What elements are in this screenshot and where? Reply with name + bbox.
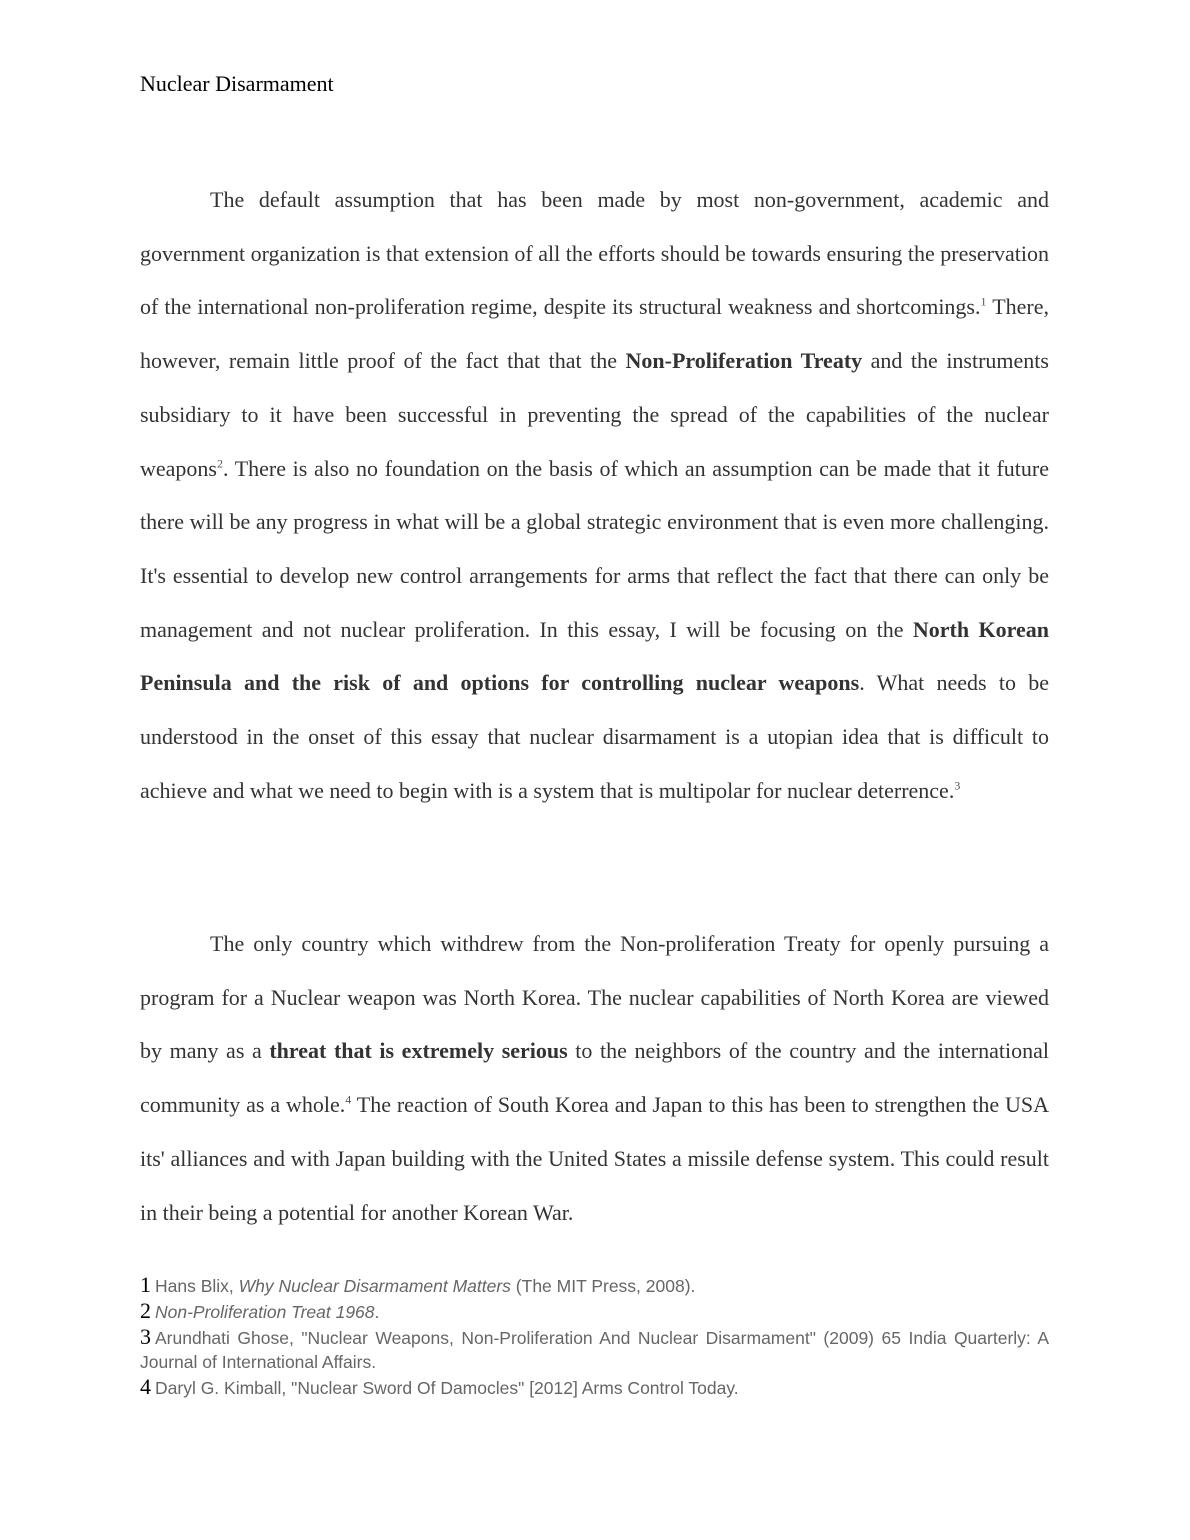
paragraph-text: . There is also no foundation on the basis of which an assumption can be made that it future there will be any progress in what will be a global strategic environment that is even more challenging. It's essential to develop new control arrangements for arms that reflect the fact that there can only be management and not nuclear proliferation. In this essay, I will be focusing on the (140, 455, 1049, 642)
paragraph-text: . What needs to be understood in the onset of this essay that nuclear disarmament is a utopian idea that is difficult to achieve and what we need to begin with is a system that is multipolar for nuclear deterrence. (140, 670, 1049, 803)
footnote-number: 4 (140, 1374, 151, 1399)
footnote-ref-3[interactable]: 3 (954, 778, 961, 793)
footnote-4 (140, 1375, 1049, 1400)
footnote-italic-title: Why Nuclear Disarmament Matters (238, 1276, 511, 1296)
paragraph-text: The default assumption that has been made by most non-government, academic and government organization is that extension of all the efforts should be towards ensuring the preservation of the international non-proliferation regime, despite its structural weakness and shortcomings. (140, 187, 1049, 320)
footnote-number: 3 (140, 1324, 151, 1349)
paragraph-text: There, however, remain little proof of the fact that that the (140, 294, 1049, 374)
paragraph-text: The reaction of South Korea and Japan to this has been to strengthen the USA its' alliances and with Japan building with the United States a missile defense system. This could result in their being a potential for another Korean War. (140, 1092, 1049, 1225)
footnote-number: 2 (140, 1298, 151, 1323)
footnote-ref-1[interactable]: 1 (980, 295, 987, 310)
footnote-text: (The MIT Press, 2008). (510, 1276, 696, 1296)
footnote-ref-4[interactable]: 4 (345, 1092, 352, 1107)
body-paragraph-2 (140, 917, 1049, 1239)
bold-phrase: threat that is extremely serious (269, 1038, 568, 1064)
footnotes-section (140, 1273, 1049, 1401)
bold-phrase: Non-Proliferation Treaty (625, 348, 863, 374)
footnote-ref-2[interactable]: 2 (216, 456, 223, 471)
footnote-text: Daryl G. Kimball, "Nuclear Sword Of Damocles" [2012] Arms Control Today. (155, 1378, 739, 1398)
footnote-number: 1 (140, 1272, 151, 1297)
footnote-italic-title: Non-Proliferation Treat 1968 (155, 1302, 375, 1322)
paragraph-text: The only country which withdrew from the Non-proliferation Treaty for openly pursuing a program for a Nuclear weapon was North Korea. The nuclear capabilities of North Korea are viewed by many as a (140, 931, 1049, 1064)
footnote-1 (140, 1273, 1049, 1298)
footnote-3 (140, 1325, 1049, 1374)
footnote-text: . (374, 1302, 380, 1322)
footnote-text: Hans Blix, (155, 1276, 239, 1296)
paragraph-text: and the instruments subsidiary to it have been successful in preventing the spread of the capabilities of the nuclear weapons (140, 348, 1049, 481)
running-header: Nuclear Disarmament (140, 71, 334, 96)
bold-phrase: North Korean Peninsula and the risk of and options for controlling nuclear weapons (140, 616, 1049, 696)
paragraph-text: to the neighbors of the country and the international community as a whole. (140, 1038, 1049, 1118)
footnote-text: Arundhati Ghose, "Nuclear Weapons, Non-Proliferation And Nuclear Disarmament" (2009) 65 India Quarterly: A Journal of International Affairs. (140, 1328, 1049, 1372)
footnote-2 (140, 1299, 1049, 1324)
body-paragraph-1 (140, 173, 1049, 817)
